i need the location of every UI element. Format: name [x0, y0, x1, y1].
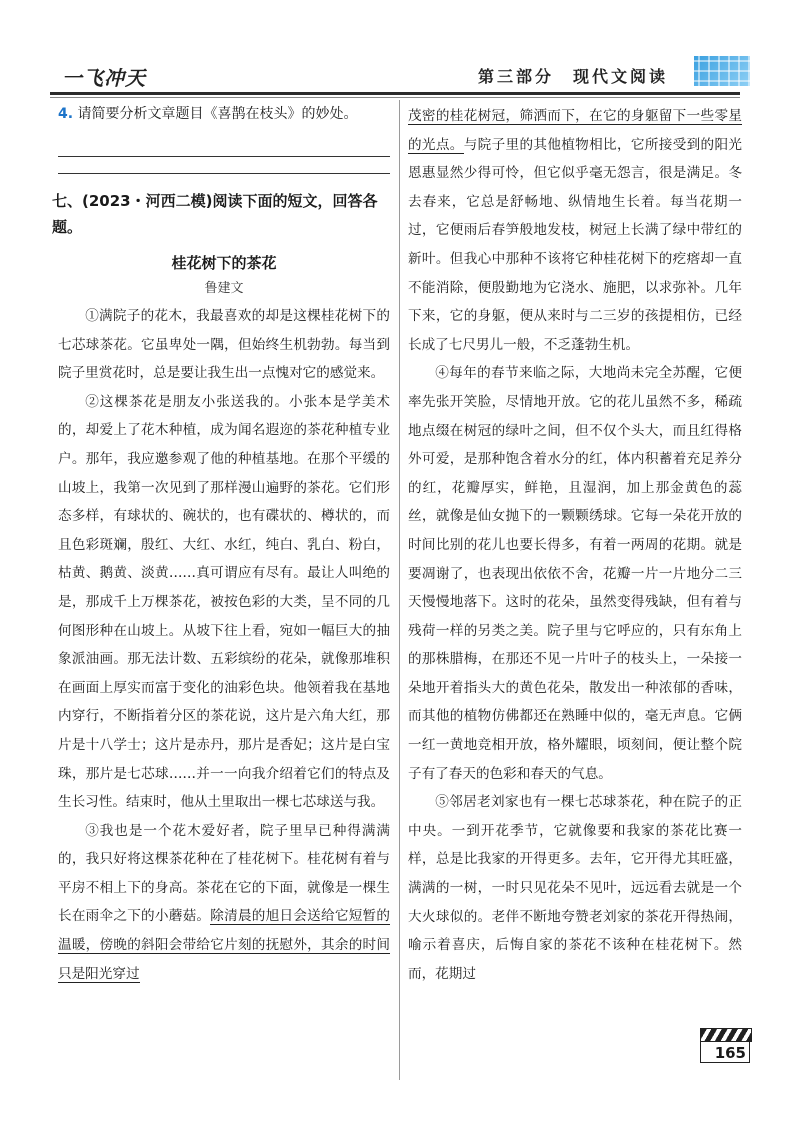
paragraph-2: ②这棵茶花是朋友小张送我的。小张本是学美术的，却爱上了花木种植，成为闻名遐迩的茶花种植专业户。那年，我应邀参观了他的种植基地。在那个平缓的山坡上，我第一次见到了那样漫山遍野的茶花。它们形态多样，有球状的、碗状的，也有碟状的、樽状的，而且色彩斑斓，殷红、大红、水红，纯白、乳白、粉白，枯黄、鹅黄、淡黄……真可谓应有尽有。最让人叫绝的是，那成千上万棵茶花，被按色彩的大类，呈不同的几何图形种在山坡上。从坡下往上看，宛如一幅巨大的抽象派油画。那无法计数、五彩缤纷的花朵，就像那堆积在画面上厚实而富于变化的油彩色块。他领着我在基地内穿行，不断指着分区的茶花说，这片是六角大红，那片是十八学士；这片是赤丹，那片是香妃；这片是白宝珠，那片是七芯球……并一一向我介绍着它们的特点及生长习性。结束时，他从土里取出一棵七芯球送与我。 [58, 393, 390, 811]
section-7-heading: 七、(2023・河西二模)阅读下面的短文，回答各题。 [52, 192, 378, 236]
brand-logo: 一飞冲天 [62, 66, 146, 90]
page-number-badge [700, 1028, 750, 1066]
answer-line[interactable] [58, 173, 390, 174]
paragraph-5: ⑤邻居老刘家也有一棵七芯球茶花，种在院子的正中央。一到开花季节，它就像要和我家的茶花比赛一样，总是比我家的开得更多。去年，它开得尤其旺盛，满满的一树，一时只见花朵不见叶，远远看去就是一个大火球似的。老伴不断地夸赞老刘家的茶花开得热闹，喻示着喜庆，后悔自家的茶花不该种在桂花树下。然而，花期过 [408, 794, 742, 982]
answer-line[interactable] [58, 156, 390, 157]
paragraph-3-continued [408, 102, 742, 359]
question-number: 4. [58, 106, 74, 122]
question-4 [58, 102, 390, 126]
paragraph-4: ④每年的春节来临之际，大地尚未完全苏醒，它便率先张开笑脸，尽情地开放。它的花儿虽然不多，稀疏地点缀在树冠的绿叶之间，但不仅个头大，而且红得格外可爱，是那种饱含着水分的红，体内积蓄着充足养分的红，花瓣厚实，鲜艳，且湿润，加上那金黄色的蕊丝，就像是仙女抛下的一颗颗绣球。它每一朵花开放的时间比别的花儿也要长得多，有着一两周的花期。就是要凋谢了，也表现出依依不舍，花瓣一片一片地分二三天慢慢地落下。这时的花朵，虽然变得残缺，但有着与残荷一样的另类之美。院子里与它呼应的，只有东角上的那株腊梅，在那还不见一片叶子的枝头上，一朵接一朵地开着指头大的黄色花朵，散发出一种浓郁的香味，而其他的植物仿佛都还在熟睡中似的，毫无声息。它俩一红一黄地竞相开放，格外耀眼，顷刻间，便让整个院子有了春天的色彩和春天的气息。 [408, 365, 742, 782]
underlined-sentence: 茂密的桂花树冠，筛洒而下，在它的身躯留下一些零星的光点。 [408, 108, 742, 153]
article-author: 鲁建文 [204, 281, 244, 296]
paragraph-3-continued-text: 与院子里的其他植物相比，它所接受到的阳光恩惠显然少得可怜，但它似乎毫无怨言，很是满足。冬去春来，它总是舒畅地、纵情地生长着。每当花期一过，它便雨后春笋般地发枝，树冠上长满了绿中带红的新叶。但我心中那种不该将它种桂花树下的疙瘩却一直不能消除，便殷勤地为它浇水、施肥，以求弥补。几年下来，它的身躯，便从来时与二三岁的孩提相仿，已经长成了七尺男儿一般，不乏蓬勃生机。 [408, 136, 743, 353]
column-divider [399, 100, 400, 1080]
page-number: 165 [700, 1041, 750, 1063]
header-rule-thin [50, 97, 740, 98]
paragraph-3-text: ③我也是一个花木爱好者，院子里早已种得满满的，我只好将这棵茶花种在了桂花树下。桂花树有着与平房不相上下的身高。茶花在它的下面，就像是一棵生长在雨伞之下的小蘑菇。 [58, 822, 390, 925]
page-header [50, 62, 750, 96]
paragraph-3 [58, 817, 390, 989]
clapper-stripes-icon [700, 1028, 752, 1042]
left-column [52, 102, 390, 988]
paragraph-1: ①满院子的花木，我最喜欢的却是这棵桂花树下的七芯球茶花。它虽卑处一隅，但始终生机勃勃。每当到院子里赏花时，总是要让我生出一点愧对它的感觉来。 [58, 308, 390, 382]
article-title: 桂花树下的茶花 [171, 254, 277, 272]
question-text: 请简要分析文章题目《喜鹊在枝头》的妙处。 [77, 106, 358, 122]
underlined-sentence: 除清晨的旭日会送给它短暂的温暖，傍晚的斜阳会带给它片刻的抚慰外，其余的时间只是阳光穿过 [58, 908, 390, 982]
header-rule [50, 92, 740, 95]
right-column [408, 102, 742, 988]
grid-decoration-icon [694, 56, 750, 86]
section-title: 第三部分 现代文阅读 [477, 67, 668, 86]
